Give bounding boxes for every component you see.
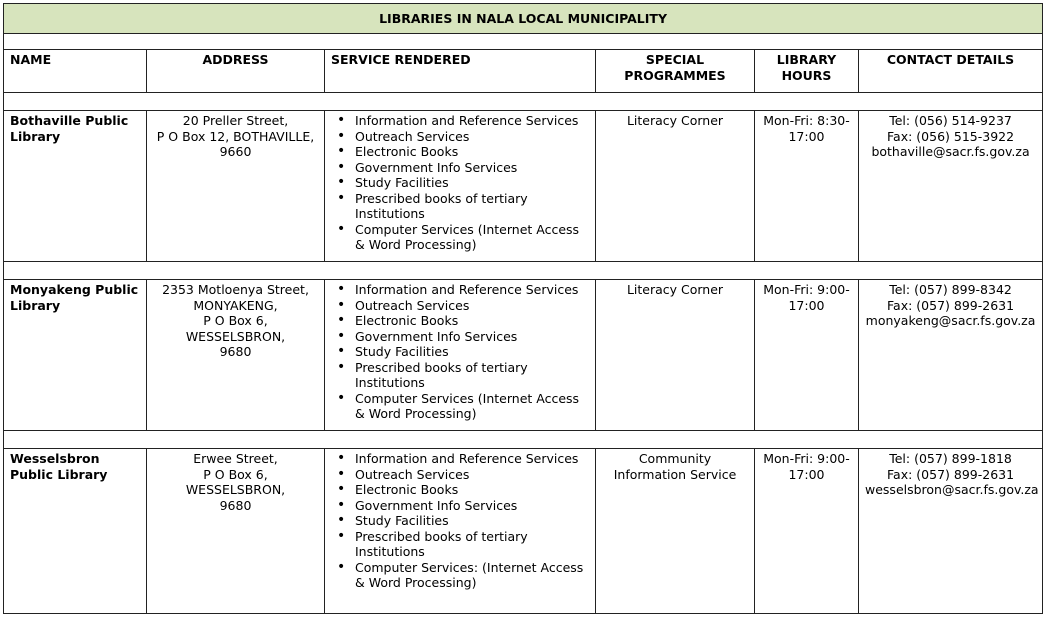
library-special: Literacy Corner (596, 111, 755, 262)
library-special: Literacy Corner (596, 280, 755, 431)
list-item: • Prescribed books of tertiary Institutions (347, 529, 589, 560)
contact-fax: Fax: (056) 515-3922 (887, 128, 1015, 144)
address-line: P O Box 6, WESSELSBRON, (185, 313, 286, 344)
contact-tel: Tel: (057) 899-8342 (889, 282, 1012, 297)
list-item: • Computer Services: (Internet Access & Word Processing) (347, 560, 589, 591)
list-item: • Electronic Books (347, 482, 589, 498)
address-line: 9680 (219, 344, 252, 359)
list-item: • Information and Reference Services (347, 113, 589, 129)
address-line: 9660 (219, 144, 252, 159)
contact-email: monyakeng@sacr.fs.gov.za (865, 313, 1036, 328)
list-item: • Electronic Books (347, 144, 589, 160)
list-item: • Outreach Services (347, 298, 589, 314)
library-contact (859, 449, 1043, 614)
header-address: ADDRESS (147, 50, 325, 93)
library-services (325, 111, 596, 262)
library-services (325, 449, 596, 614)
library-address (147, 449, 325, 614)
list-item: • Government Info Services (347, 329, 589, 345)
services-list (331, 451, 589, 591)
libraries-table (3, 3, 1043, 614)
list-item: • Prescribed books of tertiary Institutions (347, 360, 589, 391)
list-item: • Computer Services (Internet Access & Word Processing) (347, 222, 589, 253)
address-line: 2353 Motloenya Street, (162, 282, 309, 297)
list-item: • Government Info Services (347, 498, 589, 514)
library-contact (859, 111, 1043, 262)
library-address (147, 280, 325, 431)
list-item: • Study Facilities (347, 513, 589, 529)
spacer-row (4, 93, 1043, 111)
list-item: • Government Info Services (347, 160, 589, 176)
header-contact: CONTACT DETAILS (859, 50, 1043, 93)
contact-email: bothaville@sacr.fs.gov.za (871, 144, 1030, 159)
library-name: Bothaville Public Library (4, 111, 147, 262)
spacer-row (4, 34, 1043, 50)
table-title: LIBRARIES IN NALA LOCAL MUNICIPALITY (4, 4, 1043, 34)
contact-fax: Fax: (057) 899-2631 (887, 297, 1015, 313)
spacer-row (4, 262, 1043, 280)
library-contact (859, 280, 1043, 431)
address-line: P O Box 6, WESSELSBRON, (185, 466, 286, 497)
table-row (4, 111, 1043, 262)
list-item: • Prescribed books of tertiary Institutions (347, 191, 589, 222)
address-line: Erwee Street, (193, 451, 278, 466)
list-item: • Computer Services (Internet Access & Word Processing) (347, 391, 589, 422)
header-service: SERVICE RENDERED (325, 50, 596, 93)
contact-email: wesselsbron@sacr.fs.gov.za (865, 482, 1039, 497)
services-list (331, 113, 589, 253)
header-special: SPECIAL PROGRAMMES (596, 50, 755, 93)
library-hours: Mon-Fri: 8:30-17:00 (755, 111, 859, 262)
address-line: 20 Preller Street, (182, 113, 289, 128)
address-line: P O Box 12, BOTHAVILLE, (156, 128, 315, 144)
header-hours-line2: HOURS (781, 67, 832, 83)
list-item: • Information and Reference Services (347, 451, 589, 467)
address-line: MONYAKENG, (193, 297, 278, 313)
library-services (325, 280, 596, 431)
table-row (4, 280, 1043, 431)
table-row (4, 449, 1043, 614)
library-name: Wesselsbron Public Library (4, 449, 147, 614)
spacer-row (4, 431, 1043, 449)
header-name: NAME (4, 50, 147, 93)
contact-tel: Tel: (057) 899-1818 (889, 451, 1012, 466)
library-name: Monyakeng Public Library (4, 280, 147, 431)
list-item: • Study Facilities (347, 175, 589, 191)
header-hours-line1: LIBRARY (776, 52, 837, 67)
contact-fax: Fax: (057) 899-2631 (887, 466, 1015, 482)
address-line: 9680 (219, 497, 252, 513)
services-list (331, 282, 589, 422)
contact-tel: Tel: (056) 514-9237 (889, 113, 1012, 128)
list-item: • Study Facilities (347, 344, 589, 360)
list-item: • Outreach Services (347, 467, 589, 483)
library-special: Community Information Service (596, 449, 755, 614)
library-address (147, 111, 325, 262)
list-item: • Outreach Services (347, 129, 589, 145)
header-hours (755, 50, 859, 93)
list-item: • Information and Reference Services (347, 282, 589, 298)
list-item: • Electronic Books (347, 313, 589, 329)
library-hours: Mon-Fri: 9:00-17:00 (755, 449, 859, 614)
library-hours: Mon-Fri: 9:00-17:00 (755, 280, 859, 431)
